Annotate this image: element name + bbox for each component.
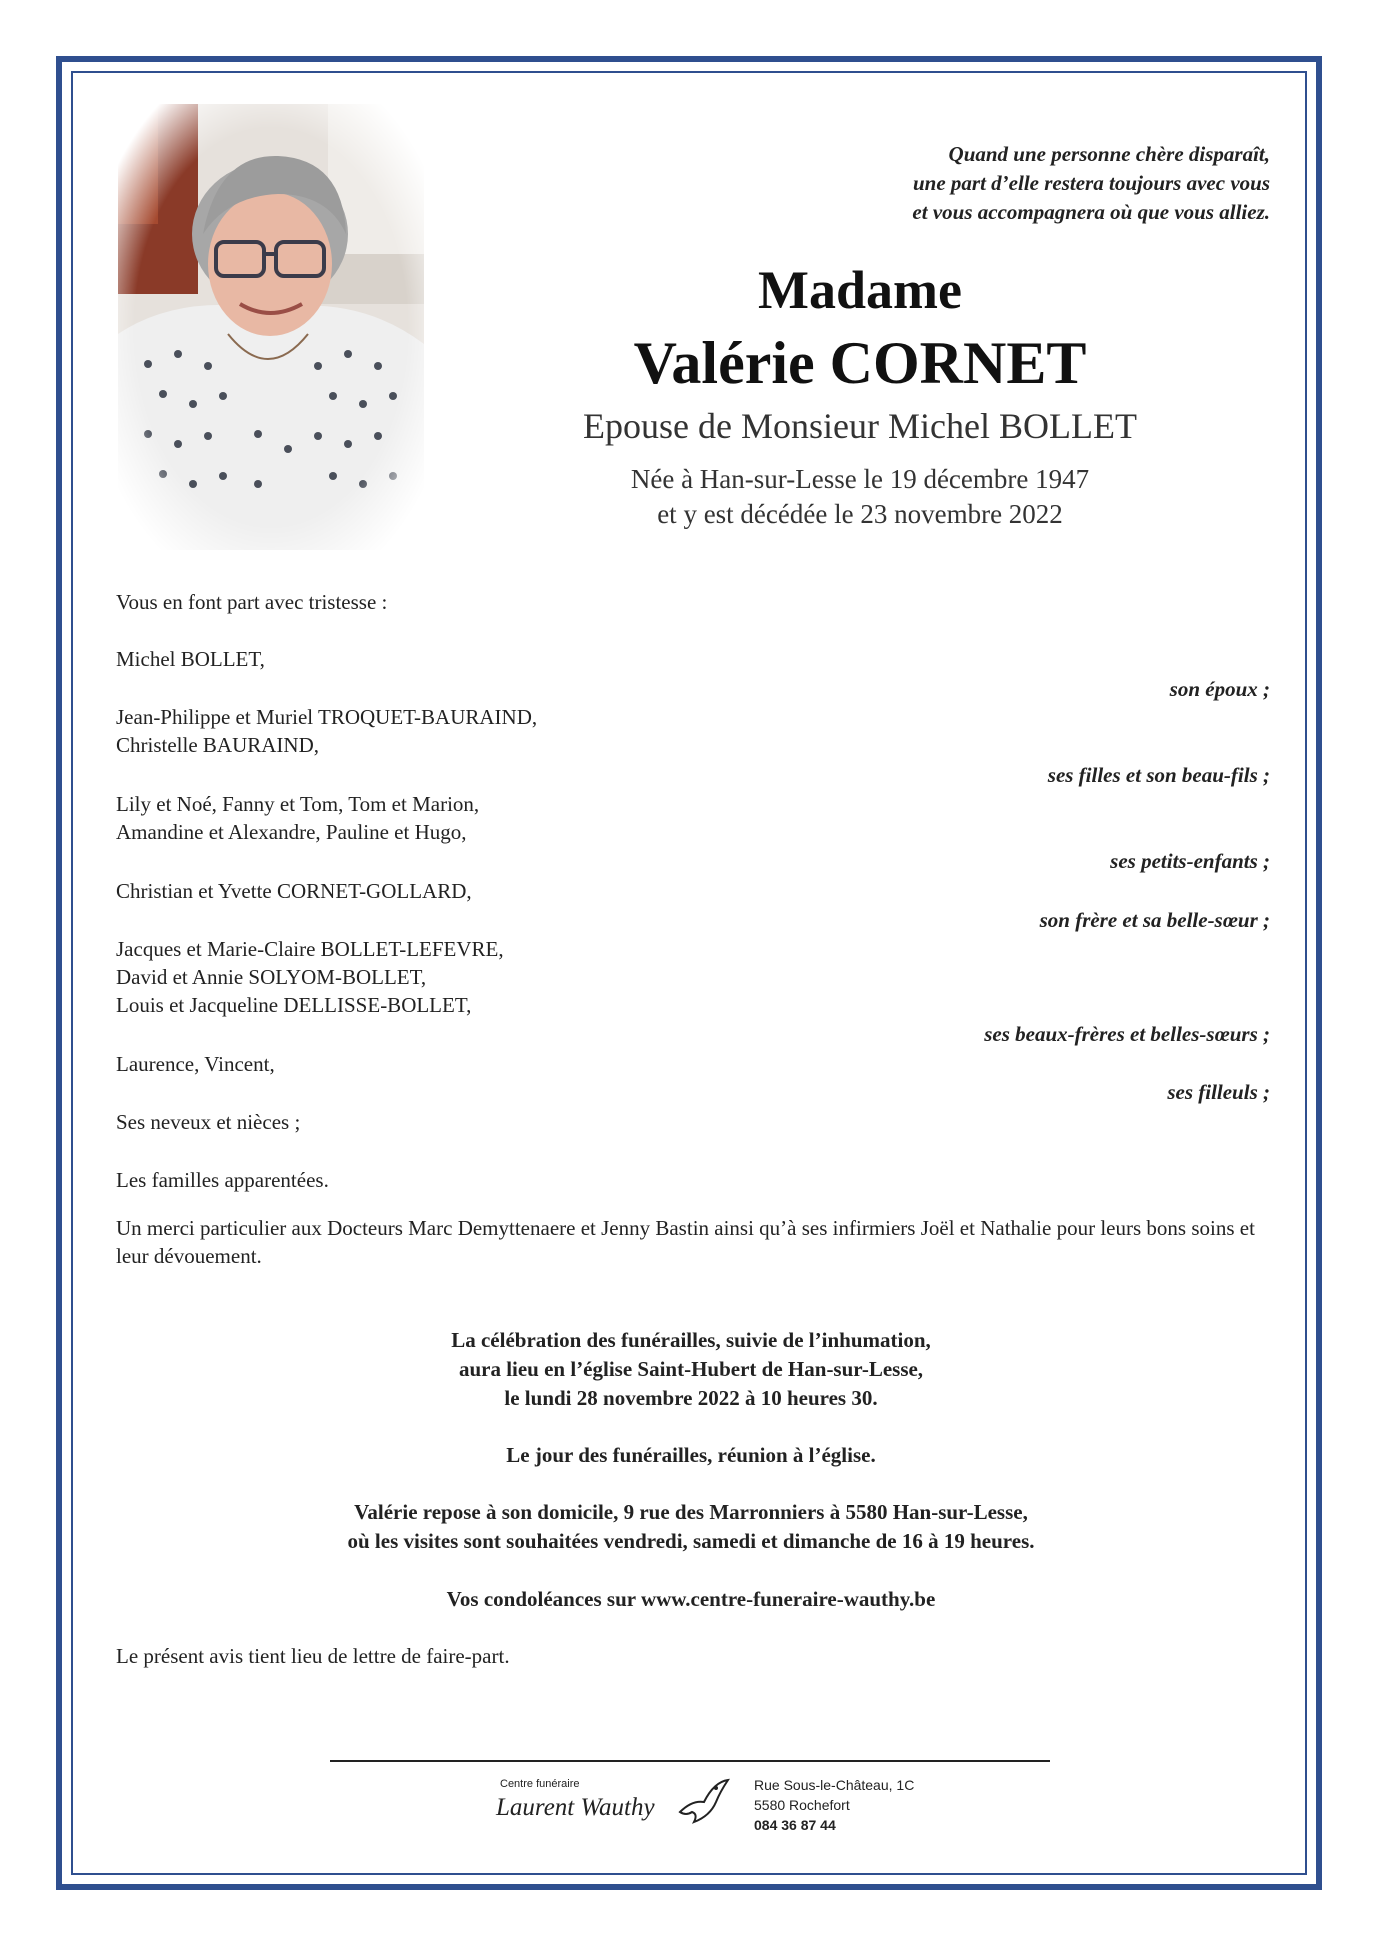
family-name: Ses neveux et nièces ;: [116, 1110, 301, 1134]
family-name: Louis et Jacqueline DELLISSE-BOLLET,: [116, 993, 472, 1017]
relation-label: son frère et sa belle-sœur ;: [1039, 908, 1270, 932]
family-name: Les familles apparentées.: [116, 1168, 329, 1192]
visits-line: où les visites sont souhaitées vendredi, samedi et dimanche de 16 à 19 heures.: [347, 1529, 1035, 1553]
meeting-line: Le jour des funérailles, réunion à l’église.: [506, 1443, 876, 1467]
footer-rule: [330, 1760, 1050, 1762]
honorific: Madame: [758, 260, 962, 320]
address-phone: 084 36 87 44: [754, 1817, 836, 1833]
thanks-paragraph: Un merci particulier aux Docteurs Marc Demyttenaere et Jenny Bastin ainsi qu’à ses infirmiers Joël et Nathalie pour leurs bons soins et leur dévouement.: [116, 1216, 1255, 1268]
family-name: Christelle BAURAIND,: [116, 733, 319, 757]
quote-line: et vous accompagnera où que vous alliez.: [912, 200, 1270, 224]
relation-label: ses beaux-frères et belles-sœurs ;: [984, 1022, 1270, 1046]
family-name: Amandine et Alexandre, Pauline et Hugo,: [116, 820, 467, 844]
condolences-line: Vos condoléances sur www.centre-funeraire-wauthy.be: [446, 1587, 936, 1611]
family-name: David et Annie SOLYOM-BOLLET,: [116, 965, 427, 989]
deceased-name: Valérie CORNET: [633, 330, 1087, 396]
ceremony-line: le lundi 28 novembre 2022 à 10 heures 30.: [504, 1386, 878, 1410]
closing-text: Le présent avis tient lieu de lettre de faire-part.: [116, 1644, 510, 1668]
address-street: Rue Sous-le-Château, 1C: [754, 1777, 915, 1793]
visits-block: [116, 1498, 1266, 1556]
opening-quote: [710, 140, 1270, 227]
family-name: Jean-Philippe et Muriel TROQUET-BAURAIND,: [116, 705, 538, 729]
family-name: Lily et Noé, Fanny et Tom, Tom et Marion,: [116, 792, 480, 816]
intro-text: Vous en font part avec tristesse :: [116, 590, 388, 614]
family-name: Jacques et Marie-Claire BOLLET-LEFEVRE,: [116, 937, 504, 961]
family-name: Laurence, Vincent,: [116, 1052, 275, 1076]
logo-caption: Centre funéraire: [500, 1778, 580, 1790]
portrait-photo: [118, 104, 424, 550]
relation-label: ses filleuls ;: [1167, 1080, 1270, 1104]
relation-label: ses filles et son beau-fils ;: [1047, 763, 1270, 787]
swallow-logo-icon: [670, 1772, 730, 1837]
ceremony-block: [116, 1326, 1266, 1413]
address-city: 5580 Rochefort: [754, 1797, 850, 1813]
birth-line: Née à Han-sur-Lesse le 19 décembre 1947: [630, 464, 1090, 494]
ceremony-line: La célébration des funérailles, suivie de l’inhumation,: [451, 1328, 931, 1352]
family-name: Christian et Yvette CORNET-GOLLARD,: [116, 879, 472, 903]
quote-line: Quand une personne chère disparaît,: [948, 142, 1270, 166]
spouse-line: Epouse de Monsieur Michel BOLLET: [583, 406, 1137, 446]
relation-label: son époux ;: [1169, 677, 1270, 701]
visits-line: Valérie repose à son domicile, 9 rue des Marronniers à 5580 Han-sur-Lesse,: [354, 1500, 1028, 1524]
family-name: Michel BOLLET,: [116, 647, 265, 671]
logo-wordmark: Laurent Wauthy: [496, 1794, 655, 1821]
ceremony-line: aura lieu en l’église Saint-Hubert de Han-sur-Lesse,: [458, 1357, 924, 1381]
death-line: et y est décédée le 23 novembre 2022: [657, 499, 1063, 529]
quote-line: une part d’elle restera toujours avec vous: [913, 171, 1270, 195]
relation-label: ses petits-enfants ;: [1110, 849, 1270, 873]
